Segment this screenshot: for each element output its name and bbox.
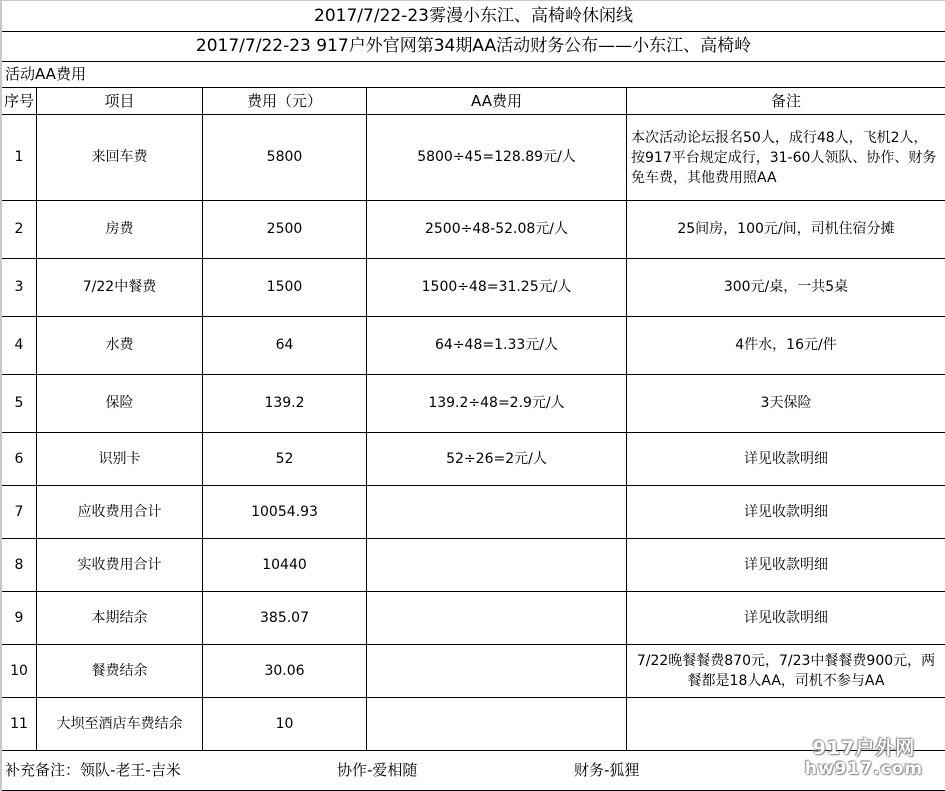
row-10-note: 7/22晚餐餐费870元，7/23中餐餐费900元，两餐都是18人AA，司机不参与AA: [636, 653, 936, 689]
row-1-index: 1: [14, 149, 24, 165]
row-5-index: 5: [14, 395, 24, 411]
row-4-aa: 64÷48=1.33元/人: [435, 337, 558, 353]
footer-finance: 财务-狐狸: [574, 761, 640, 779]
row-4-index: 4: [14, 337, 24, 353]
row-8-item: 实收费用合计: [77, 556, 162, 573]
row-2-index: 2: [14, 221, 24, 237]
row-2-item: 房费: [105, 221, 134, 237]
header-note: 备注: [770, 91, 801, 110]
row-11-cost: 10: [275, 715, 294, 732]
row-4-item: 水费: [105, 337, 134, 353]
row-8-aa: [367, 539, 626, 591]
section-label: 活动AA费用: [5, 65, 86, 83]
row-11-item: 大坝至酒店车费结余: [56, 715, 183, 732]
header-item: 项目: [104, 91, 135, 110]
row-9-note: 详见收款明细: [744, 609, 828, 626]
row-10-index: 10: [10, 662, 28, 679]
header-aa: AA费用: [471, 91, 522, 110]
row-9-index: 9: [14, 609, 24, 626]
row-1-cost: 5800: [266, 149, 303, 165]
header-cost: 费用（元）: [246, 91, 322, 110]
row-10-cost: 30.06: [264, 662, 305, 679]
row-5-aa: 139.2÷48=2.9元/人: [428, 395, 565, 411]
footer-assistant: 协作-爱相随: [337, 761, 418, 779]
row-7-item: 应收费用合计: [77, 503, 162, 520]
row-2-note: 25间房，100元/间，司机住宿分摊: [677, 221, 895, 237]
row-2-aa: 2500÷48-52.08元/人: [424, 221, 569, 237]
row-7-cost: 10054.93: [251, 503, 318, 520]
row-6-note: 详见收款明细: [744, 450, 828, 467]
row-6-cost: 52: [275, 450, 294, 467]
row-5-note: 3天保险: [760, 395, 812, 411]
row-10-item: 餐费结余: [91, 662, 148, 679]
row-1-note: 本次活动论坛报名50人，成行48人，飞机2人，按917平台规定成行，31-60人领队、协作、财务免车费，其他费用照AA: [631, 129, 937, 186]
row-6-item: 识别卡: [98, 450, 141, 467]
row-3-cost: 1500: [266, 279, 303, 295]
row-1-aa: 5800÷45=128.89元/人: [417, 149, 576, 165]
row-7-note: 详见收款明细: [744, 503, 828, 520]
footer-leader: 补充备注：领队-老王-吉米: [5, 761, 181, 779]
document-title: 2017/7/22-23雾漫小东江、高椅岭休闲线: [314, 6, 633, 26]
row-10-aa: [367, 645, 626, 697]
row-4-note: 4件水，16元/件: [735, 337, 837, 353]
row-2-cost: 2500: [266, 221, 303, 237]
row-3-item: 7/22中餐费: [82, 279, 157, 295]
row-9-cost: 385.07: [260, 609, 309, 626]
row-3-index: 3: [14, 279, 24, 295]
row-8-index: 8: [14, 556, 24, 573]
row-9-item: 本期结余: [91, 609, 148, 626]
row-11-aa: [367, 698, 626, 750]
row-11-index: 11: [10, 715, 28, 732]
row-6-index: 6: [14, 450, 24, 467]
row-1-item: 来回车费: [91, 149, 148, 165]
row-8-cost: 10440: [262, 556, 307, 573]
header-index: 序号: [3, 91, 34, 110]
row-7-aa: [367, 486, 626, 538]
row-3-note: 300元/桌，一共5桌: [723, 279, 849, 295]
row-3-aa: 1500÷48=31.25元/人: [421, 279, 572, 295]
watermark-line1: 917户外网: [812, 737, 916, 759]
row-5-cost: 139.2: [264, 395, 305, 411]
document-subtitle: 2017/7/22-23 917户外官网第34期AA活动财务公布——小东江、高椅岭: [195, 36, 752, 56]
row-7-index: 7: [14, 503, 24, 520]
row-6-aa: 52÷26=2元/人: [446, 450, 547, 467]
row-9-aa: [367, 592, 626, 644]
watermark-line2: hw917.com: [804, 759, 924, 779]
row-8-note: 详见收款明细: [744, 556, 828, 573]
watermark-logo: [789, 737, 939, 779]
row-5-item: 保险: [105, 395, 134, 411]
row-4-cost: 64: [275, 337, 294, 353]
